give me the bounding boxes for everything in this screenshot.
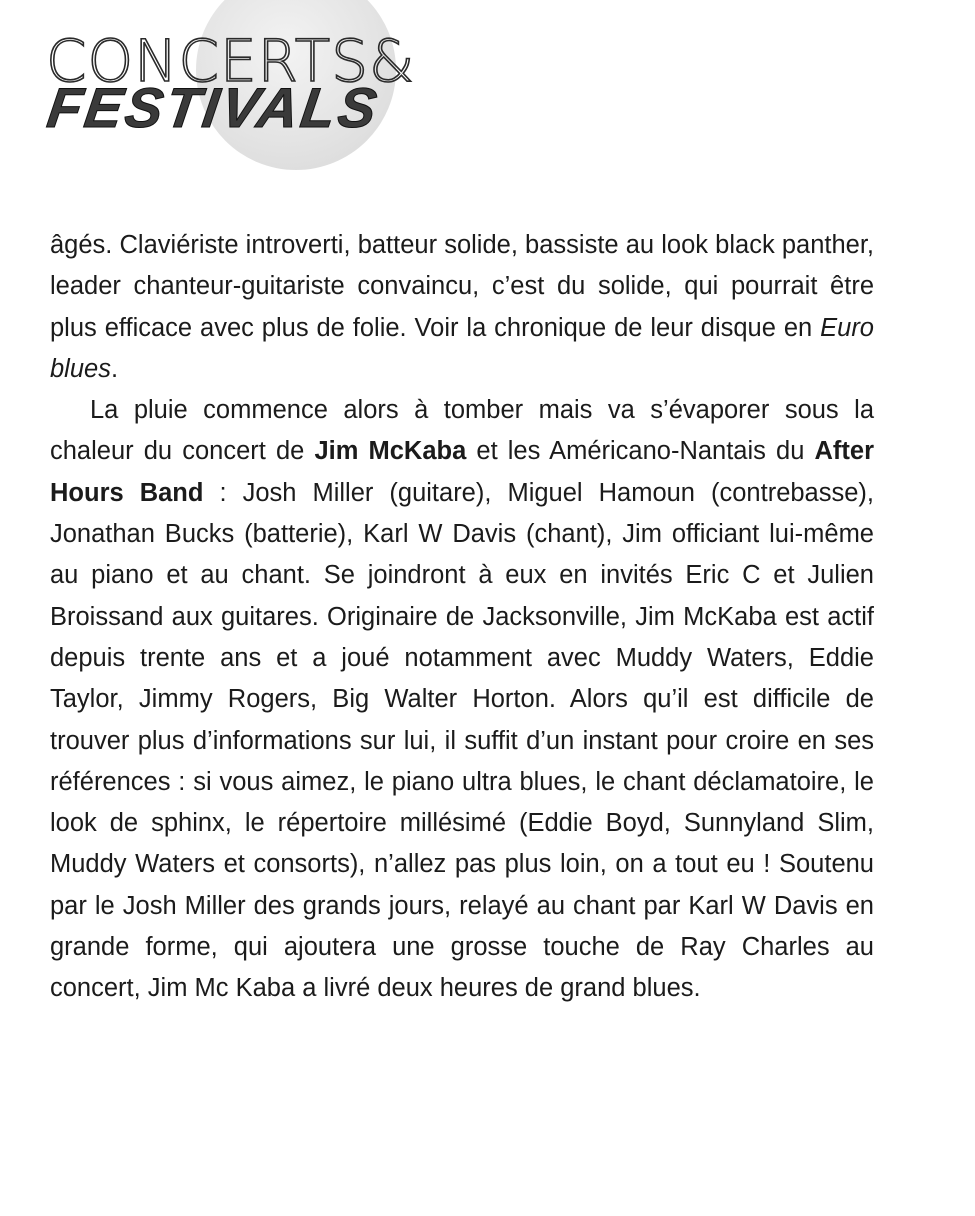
paragraph-2-text-1: La pluie commence alors à tomber mais va s’évaporer sous la chaleur du concert de xyxy=(50,396,874,466)
article-paragraph-1 xyxy=(50,225,874,390)
masthead-title-concerts: CONCERTS& xyxy=(46,27,416,95)
article-paragraph-2 xyxy=(50,390,874,1009)
band-name-after-hours-band: After Hours Band xyxy=(50,437,875,507)
section-masthead xyxy=(43,0,566,170)
paragraph-2-text-2: et les Américano-Nantais du xyxy=(466,437,815,466)
artist-name-jim-mckaba: Jim McKaba xyxy=(314,437,467,466)
masthead-title-festivals: FESTIVALS xyxy=(43,76,384,139)
article-body xyxy=(50,225,874,1010)
paragraph-1-italic-title: Euro blues xyxy=(50,313,874,383)
paragraph-1-end: . xyxy=(110,354,119,383)
paragraph-2-text-3: : Josh Miller (guitare), Miguel Hamoun (contrebasse), Jonathan Bucks (batterie), Karl W Davis (chant), Jim officiant lui-même au piano et au chant. Se joindront à eux en invités Eric C et Julien Broissand aux guitares. Originaire de Jacksonville, Jim McKaba est actif depuis trente ans et a joué notamment avec Muddy Waters, Eddie Taylor, Jimmy Rogers, Big Walter Horton. Alors qu’il est difficile de trouver plus d’informations sur lui, il suffit d’un instant pour croire en ses références : si vous aimez, le piano ultra blues, le chant déclamatoire, le look de sphinx, le répertoire millésimé (Eddie Boyd, Sunnyland Slim, Muddy Waters et consorts), n’allez pas plus loin, on a tout eu ! Soutenu par le Josh Miller des grands jours, relayé au chant par Karl W Davis en grande forme, qui ajoutera une grosse touche de Ray Charles au concert, Jim Mc Kaba a livré deux heures de grand blues. xyxy=(50,478,874,1003)
paragraph-1-text: âgés. Claviériste introverti, batteur solide, bassiste au look black panther, leader chanteur-guitariste convaincu, c’est du solide, qui pourrait être plus efficace avec plus de folie. Voir la chronique de leur disque en xyxy=(50,231,874,342)
